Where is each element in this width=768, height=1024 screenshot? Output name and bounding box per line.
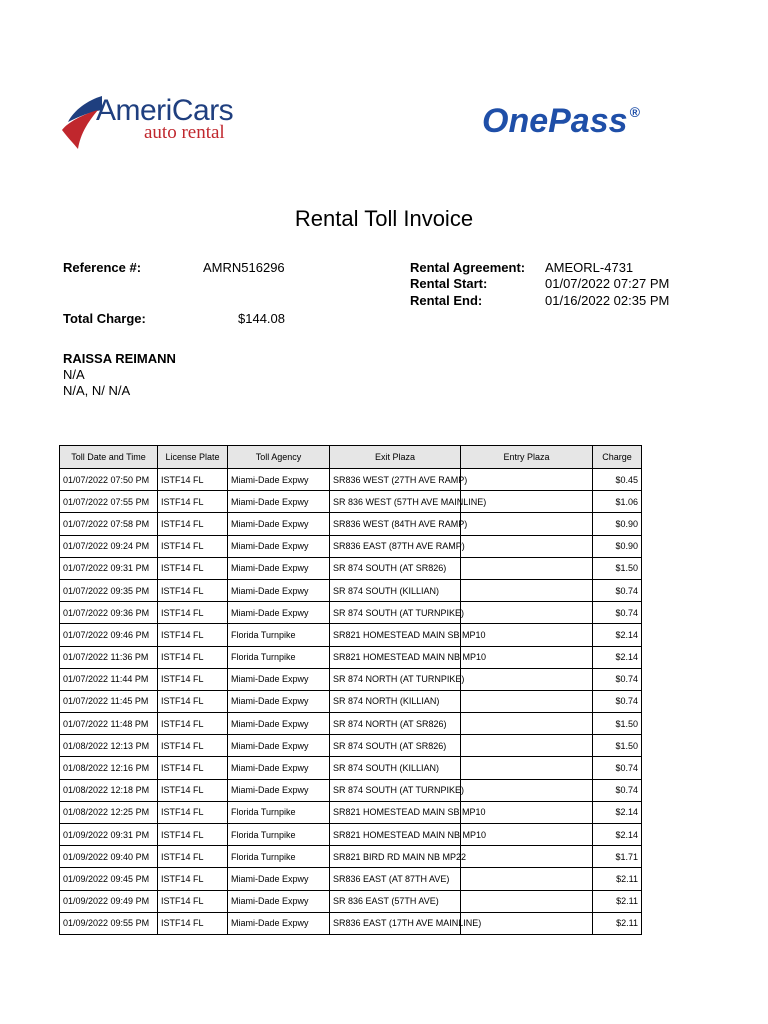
- charge-cell: $0.74: [593, 668, 642, 690]
- license-plate-cell: ISTF14 FL: [158, 469, 228, 491]
- entry-plaza-cell: [461, 846, 593, 868]
- table-row: [60, 557, 642, 579]
- toll-agency-cell: Florida Turnpike: [228, 646, 330, 668]
- rental-start-value: 01/07/2022 07:27 PM: [545, 276, 670, 291]
- customer-address-line2: N/A, N/ N/A: [63, 383, 131, 398]
- license-plate-cell: ISTF14 FL: [158, 690, 228, 712]
- table-row: [60, 602, 642, 624]
- rental-end-label: Rental End:: [410, 293, 483, 308]
- exit-plaza-cell: SR 836 EAST (57TH AVE): [330, 890, 461, 912]
- table-row: [60, 912, 642, 934]
- reference-value: AMRN516296: [203, 260, 285, 275]
- exit-plaza-cell: SR 874 SOUTH (AT TURNPIKE): [330, 602, 461, 624]
- charge-cell: $1.50: [593, 557, 642, 579]
- toll-agency-cell: Miami-Dade Expwy: [228, 779, 330, 801]
- table-row: [60, 491, 642, 513]
- toll-agency-cell: Miami-Dade Expwy: [228, 535, 330, 557]
- license-plate-cell: ISTF14 FL: [158, 535, 228, 557]
- toll-table-body: [60, 469, 642, 935]
- license-plate-cell: ISTF14 FL: [158, 757, 228, 779]
- total-charge-value: $144.08: [238, 311, 285, 326]
- license-plate-cell: ISTF14 FL: [158, 491, 228, 513]
- toll-agency-cell: Miami-Dade Expwy: [228, 912, 330, 934]
- exit-plaza-cell: SR836 WEST (27TH AVE RAMP): [330, 469, 461, 491]
- license-plate-cell: ISTF14 FL: [158, 602, 228, 624]
- toll-date-cell: 01/08/2022 12:16 PM: [60, 757, 158, 779]
- rental-agreement-label: Rental Agreement:: [410, 260, 526, 275]
- col-header-exit-plaza: Exit Plaza: [330, 446, 461, 469]
- table-row: [60, 824, 642, 846]
- toll-agency-cell: Miami-Dade Expwy: [228, 513, 330, 535]
- table-row: [60, 779, 642, 801]
- rental-start-label: Rental Start:: [410, 276, 488, 291]
- charge-cell: $2.11: [593, 868, 642, 890]
- exit-plaza-cell: SR 836 WEST (57TH AVE MAINLINE): [330, 491, 461, 513]
- toll-date-cell: 01/07/2022 11:36 PM: [60, 646, 158, 668]
- charge-cell: $2.11: [593, 912, 642, 934]
- charge-cell: $2.14: [593, 824, 642, 846]
- exit-plaza-cell: SR821 HOMESTEAD MAIN SB MP10: [330, 624, 461, 646]
- toll-date-cell: 01/09/2022 09:31 PM: [60, 824, 158, 846]
- americars-logo: [60, 94, 250, 152]
- table-row: [60, 735, 642, 757]
- table-row: [60, 801, 642, 823]
- toll-date-cell: 01/07/2022 11:45 PM: [60, 690, 158, 712]
- exit-plaza-cell: SR836 EAST (17TH AVE MAINLINE): [330, 912, 461, 934]
- entry-plaza-cell: [461, 469, 593, 491]
- entry-plaza-cell: [461, 557, 593, 579]
- license-plate-cell: ISTF14 FL: [158, 713, 228, 735]
- license-plate-cell: ISTF14 FL: [158, 890, 228, 912]
- license-plate-cell: ISTF14 FL: [158, 646, 228, 668]
- entry-plaza-cell: [461, 579, 593, 601]
- toll-agency-cell: Miami-Dade Expwy: [228, 579, 330, 601]
- toll-agency-cell: Florida Turnpike: [228, 624, 330, 646]
- license-plate-cell: ISTF14 FL: [158, 779, 228, 801]
- entry-plaza-cell: [461, 735, 593, 757]
- exit-plaza-cell: SR821 HOMESTEAD MAIN NB MP10: [330, 824, 461, 846]
- charge-cell: $0.45: [593, 469, 642, 491]
- toll-date-cell: 01/07/2022 11:48 PM: [60, 713, 158, 735]
- customer-address-line1: N/A: [63, 367, 85, 382]
- table-row: [60, 668, 642, 690]
- toll-date-cell: 01/07/2022 09:46 PM: [60, 624, 158, 646]
- license-plate-cell: ISTF14 FL: [158, 912, 228, 934]
- entry-plaza-cell: [461, 690, 593, 712]
- table-row: [60, 579, 642, 601]
- col-header-toll-date: Toll Date and Time: [60, 446, 158, 469]
- toll-date-cell: 01/09/2022 09:49 PM: [60, 890, 158, 912]
- table-row: [60, 713, 642, 735]
- entry-plaza-cell: [461, 602, 593, 624]
- exit-plaza-cell: SR 874 SOUTH (AT TURNPIKE): [330, 779, 461, 801]
- toll-table: [59, 445, 642, 935]
- total-charge-label: Total Charge:: [63, 311, 146, 326]
- table-header-row: [60, 446, 642, 469]
- americars-name: AmeriCars: [96, 94, 234, 127]
- charge-cell: $1.50: [593, 713, 642, 735]
- page-title: Rental Toll Invoice: [294, 206, 474, 231]
- col-header-license-plate: License Plate: [158, 446, 228, 469]
- license-plate-cell: ISTF14 FL: [158, 846, 228, 868]
- charge-cell: $1.71: [593, 846, 642, 868]
- license-plate-cell: ISTF14 FL: [158, 513, 228, 535]
- onepass-name: OnePass: [482, 102, 628, 140]
- exit-plaza-cell: SR836 EAST (87TH AVE RAMP): [330, 535, 461, 557]
- exit-plaza-cell: SR821 BIRD RD MAIN NB MP22: [330, 846, 461, 868]
- toll-date-cell: 01/08/2022 12:13 PM: [60, 735, 158, 757]
- exit-plaza-cell: SR836 EAST (AT 87TH AVE): [330, 868, 461, 890]
- entry-plaza-cell: [461, 779, 593, 801]
- table-row: [60, 469, 642, 491]
- onepass-logo: [482, 102, 640, 141]
- registered-mark: ®: [629, 104, 640, 120]
- toll-agency-cell: Miami-Dade Expwy: [228, 690, 330, 712]
- charge-cell: $2.11: [593, 890, 642, 912]
- toll-agency-cell: Miami-Dade Expwy: [228, 868, 330, 890]
- customer-block: [63, 351, 176, 399]
- entry-plaza-cell: [461, 513, 593, 535]
- toll-date-cell: 01/07/2022 09:35 PM: [60, 579, 158, 601]
- toll-agency-cell: Miami-Dade Expwy: [228, 757, 330, 779]
- toll-agency-cell: Florida Turnpike: [228, 846, 330, 868]
- toll-agency-cell: Florida Turnpike: [228, 801, 330, 823]
- table-row: [60, 868, 642, 890]
- toll-date-cell: 01/07/2022 09:31 PM: [60, 557, 158, 579]
- entry-plaza-cell: [461, 757, 593, 779]
- toll-date-cell: 01/08/2022 12:18 PM: [60, 779, 158, 801]
- exit-plaza-cell: SR 874 SOUTH (AT SR826): [330, 557, 461, 579]
- table-row: [60, 513, 642, 535]
- toll-date-cell: 01/08/2022 12:25 PM: [60, 801, 158, 823]
- rental-end-value: 01/16/2022 02:35 PM: [545, 293, 670, 308]
- exit-plaza-cell: SR 874 SOUTH (KILLIAN): [330, 757, 461, 779]
- table-row: [60, 535, 642, 557]
- exit-plaza-cell: SR 874 SOUTH (KILLIAN): [330, 579, 461, 601]
- entry-plaza-cell: [461, 535, 593, 557]
- toll-date-cell: 01/09/2022 09:40 PM: [60, 846, 158, 868]
- table-row: [60, 624, 642, 646]
- americars-tagline: auto rental: [144, 122, 225, 143]
- license-plate-cell: ISTF14 FL: [158, 735, 228, 757]
- license-plate-cell: ISTF14 FL: [158, 801, 228, 823]
- table-row: [60, 690, 642, 712]
- charge-cell: $0.74: [593, 757, 642, 779]
- toll-date-cell: 01/07/2022 11:44 PM: [60, 668, 158, 690]
- table-row: [60, 646, 642, 668]
- entry-plaza-cell: [461, 890, 593, 912]
- charge-cell: $0.90: [593, 513, 642, 535]
- charge-cell: $2.14: [593, 624, 642, 646]
- table-row: [60, 757, 642, 779]
- charge-cell: $1.06: [593, 491, 642, 513]
- toll-agency-cell: Miami-Dade Expwy: [228, 668, 330, 690]
- entry-plaza-cell: [461, 868, 593, 890]
- table-row: [60, 890, 642, 912]
- toll-date-cell: 01/07/2022 09:24 PM: [60, 535, 158, 557]
- toll-date-cell: 01/07/2022 07:50 PM: [60, 469, 158, 491]
- col-header-toll-agency: Toll Agency: [228, 446, 330, 469]
- license-plate-cell: ISTF14 FL: [158, 557, 228, 579]
- col-header-charge: Charge: [593, 446, 642, 469]
- license-plate-cell: ISTF14 FL: [158, 579, 228, 601]
- table-row: [60, 846, 642, 868]
- exit-plaza-cell: SR 874 SOUTH (AT SR826): [330, 735, 461, 757]
- col-header-entry-plaza: Entry Plaza: [461, 446, 593, 469]
- toll-agency-cell: Florida Turnpike: [228, 824, 330, 846]
- toll-agency-cell: Miami-Dade Expwy: [228, 713, 330, 735]
- toll-date-cell: 01/09/2022 09:55 PM: [60, 912, 158, 934]
- rental-agreement-value: AMEORL-4731: [545, 260, 634, 275]
- license-plate-cell: ISTF14 FL: [158, 868, 228, 890]
- toll-agency-cell: Miami-Dade Expwy: [228, 602, 330, 624]
- charge-cell: $0.74: [593, 602, 642, 624]
- charge-cell: $0.74: [593, 579, 642, 601]
- charge-cell: $1.50: [593, 735, 642, 757]
- toll-agency-cell: Miami-Dade Expwy: [228, 735, 330, 757]
- charge-cell: $2.14: [593, 801, 642, 823]
- charge-cell: $2.14: [593, 646, 642, 668]
- toll-agency-cell: Miami-Dade Expwy: [228, 557, 330, 579]
- toll-agency-cell: Miami-Dade Expwy: [228, 491, 330, 513]
- license-plate-cell: ISTF14 FL: [158, 824, 228, 846]
- license-plate-cell: ISTF14 FL: [158, 668, 228, 690]
- exit-plaza-cell: SR836 WEST (84TH AVE RAMP): [330, 513, 461, 535]
- charge-cell: $0.74: [593, 690, 642, 712]
- toll-date-cell: 01/09/2022 09:45 PM: [60, 868, 158, 890]
- charge-cell: $0.90: [593, 535, 642, 557]
- charge-cell: $0.74: [593, 779, 642, 801]
- entry-plaza-cell: [461, 668, 593, 690]
- exit-plaza-cell: SR821 HOMESTEAD MAIN SB MP10: [330, 801, 461, 823]
- toll-agency-cell: Miami-Dade Expwy: [228, 469, 330, 491]
- license-plate-cell: ISTF14 FL: [158, 624, 228, 646]
- toll-agency-cell: Miami-Dade Expwy: [228, 890, 330, 912]
- exit-plaza-cell: SR 874 NORTH (AT TURNPIKE): [330, 668, 461, 690]
- toll-date-cell: 01/07/2022 09:36 PM: [60, 602, 158, 624]
- toll-date-cell: 01/07/2022 07:55 PM: [60, 491, 158, 513]
- toll-date-cell: 01/07/2022 07:58 PM: [60, 513, 158, 535]
- customer-name: RAISSA REIMANN: [63, 351, 176, 366]
- exit-plaza-cell: SR 874 NORTH (KILLIAN): [330, 690, 461, 712]
- entry-plaza-cell: [461, 713, 593, 735]
- reference-label: Reference #:: [63, 260, 142, 275]
- exit-plaza-cell: SR 874 NORTH (AT SR826): [330, 713, 461, 735]
- exit-plaza-cell: SR821 HOMESTEAD MAIN NB MP10: [330, 646, 461, 668]
